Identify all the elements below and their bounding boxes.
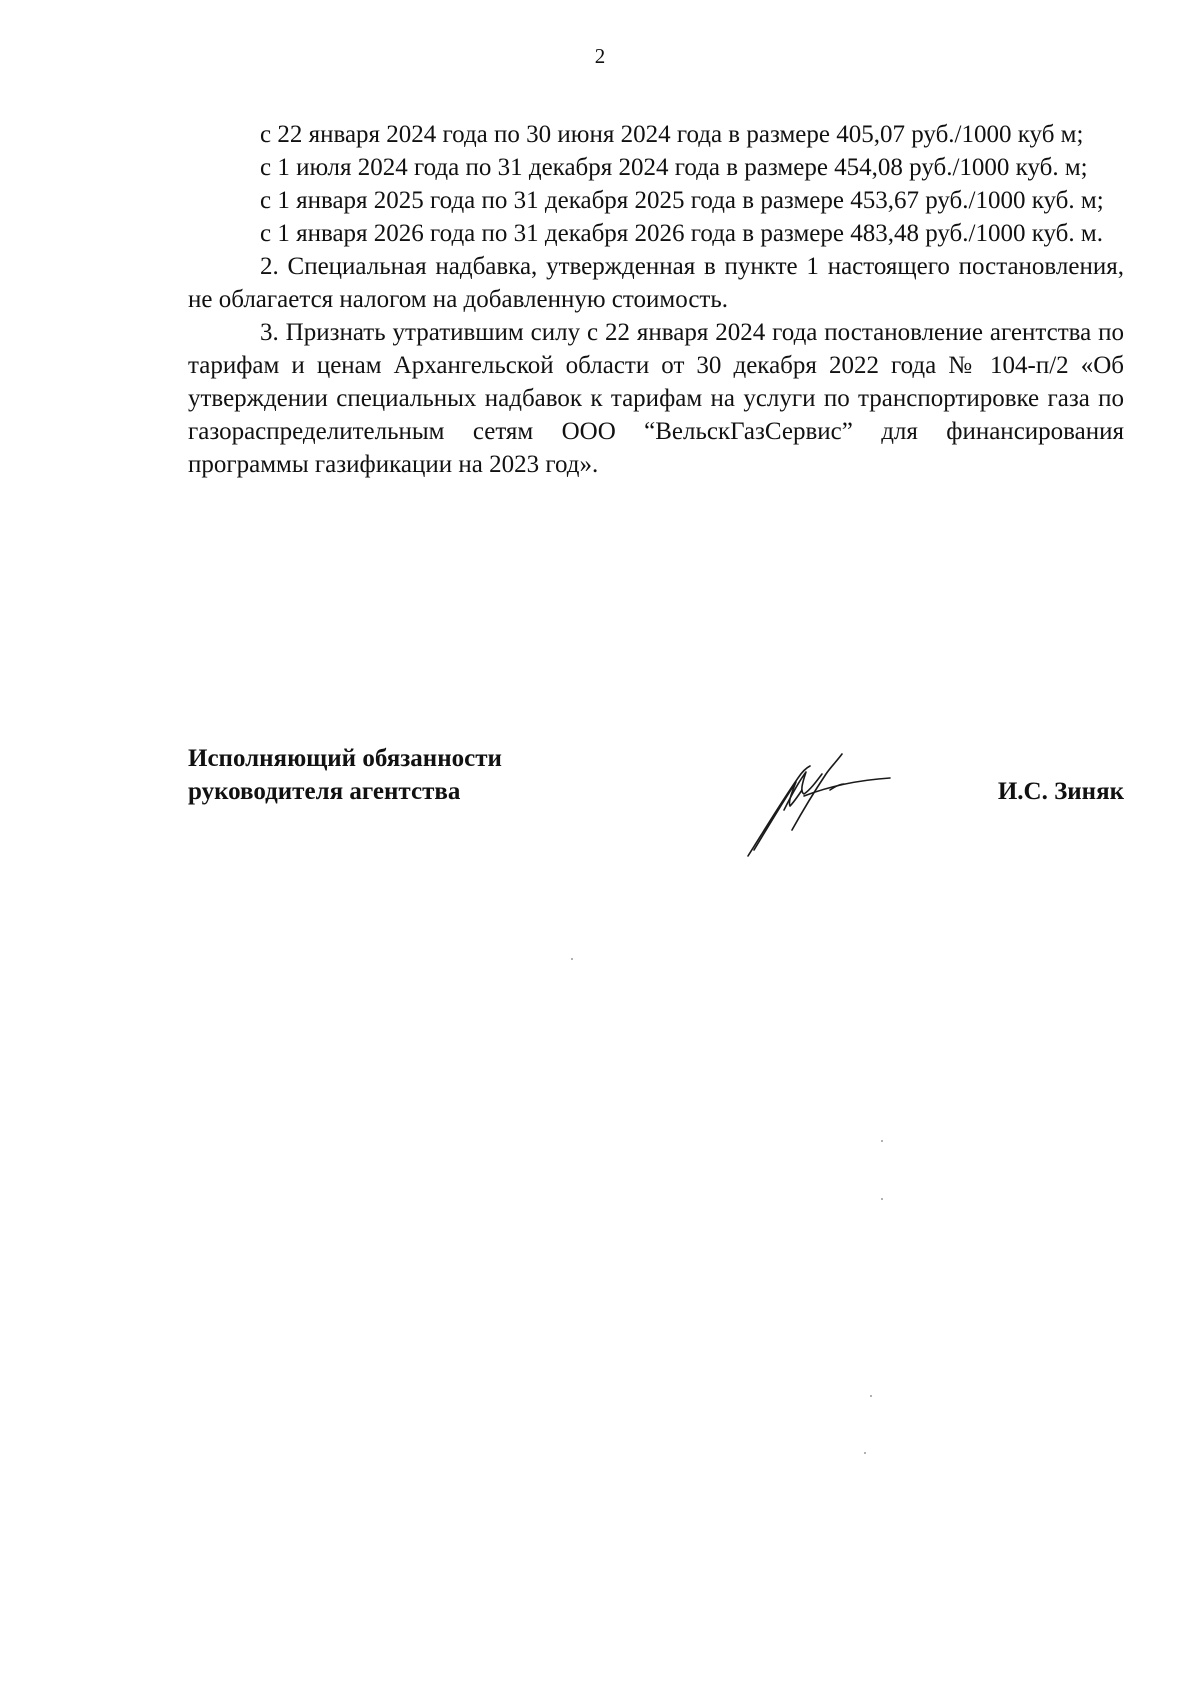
handwritten-signature: [740, 750, 920, 860]
scan-speck: [870, 1395, 872, 1397]
rate-period-2024-h2: с 1 июля 2024 года по 31 декабря 2024 года в размере 454,08 руб./1000 куб. м;: [260, 154, 1088, 181]
rate-period-2025: с 1 января 2025 года по 31 декабря 2025 года в размере 453,67 руб./1000 куб. м;: [260, 187, 1104, 214]
scan-speck: [864, 1452, 866, 1454]
scan-speck: [571, 958, 573, 960]
clause-3-repeal: 3. Признать утратившим силу с 22 января 2024 года постановление агентства по тарифам и ценам Архангельской области от 30 декабря 2022 года № 104-п/2 «Об утверждении специальных надбавок к тарифам на услуги по транспортировке газа по газораспределительным сетям ООО “ВельскГазСервис” для финансирования программы газификации на 2023 год».: [188, 319, 1124, 478]
page-number: 2: [594, 44, 606, 68]
rate-period-2024-h1: с 22 января 2024 года по 30 июня 2024 года в размере 405,07 руб./1000 куб м;: [260, 121, 1084, 148]
signature-block: [188, 742, 1124, 862]
signatory-title-line2: руководителя агентства: [188, 778, 461, 805]
signatory-title: [188, 742, 502, 808]
scan-speck: [881, 1198, 883, 1200]
document-body: [188, 118, 1124, 481]
signatory-name: И.С. Зиняк: [997, 778, 1124, 805]
rate-period-2026: с 1 января 2026 года по 31 декабря 2026 года в размере 483,48 руб./1000 куб. м.: [260, 220, 1103, 247]
clause-2-vat: 2. Специальная надбавка, утвержденная в пункте 1 настоящего постановления, не облагается налогом на добавленную стоимость.: [188, 253, 1124, 313]
signatory-title-line1: Исполняющий обязанности: [188, 745, 502, 772]
scan-speck: [881, 1140, 883, 1142]
